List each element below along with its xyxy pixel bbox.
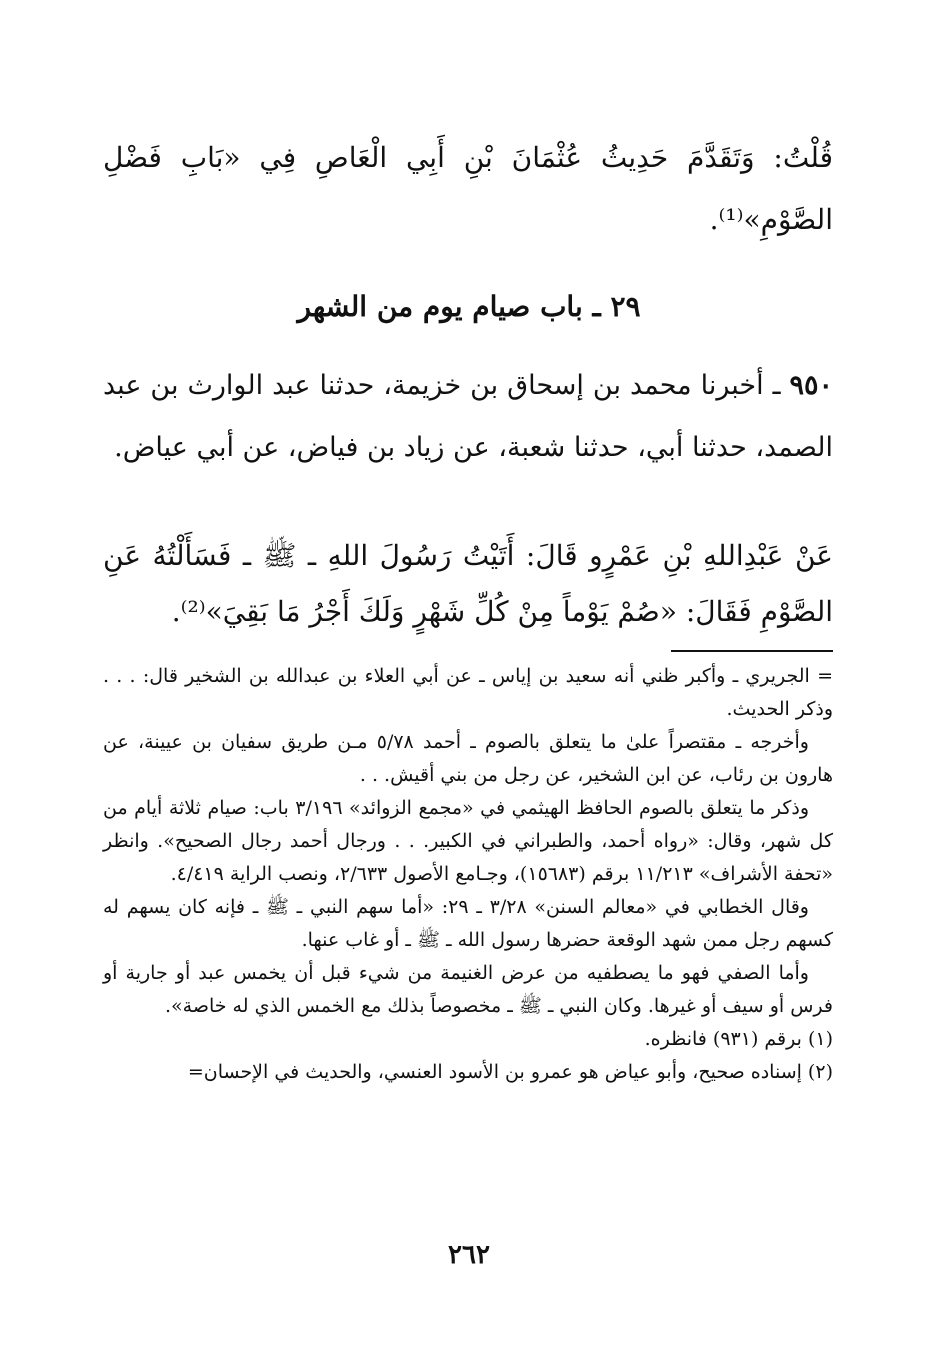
footnotes [103,660,833,1089]
hadith-isnad-text: ـ أخبرنا محمد بن إسحاق بن خزيمة، حدثنا عبد الوارث بن عبد الصمد، حدثنا أبي، حدثنا شعبة، عن زياد بن فياض، عن أبي عياض. [103,370,833,463]
hadith-matn: عَنْ عَبْدِاللهِ بْنِ عَمْرٍو قَالَ: أَتَيْتُ رَسُولَ اللهِ ـ ﷺ ـ فَسَأَلْتُهُ عَنِ الصَّوْمِ فَقَالَ: «صُمْ يَوْماً مِنْ كُلِّ شَهْرٍ وَلَكَ أَجْرُ مَا بَقِيَ»⁽²⁾. [103,539,833,628]
footnote-paragraph: وأخرجه ـ مقتصراً علىٰ ما يتعلق بالصوم ـ أحمد ٥/٧٨ مـن طريق سفيان بن عيينة، عن هارون بن رئاب، عن ابن الشخير، عن رجل من بني أقيش. . . [103,731,833,786]
footnote-paragraph: وذكر ما يتعلق بالصوم الحافظ الهيثمي في «مجمع الزوائد» ٣/١٩٦ باب: صيام ثلاثة أيام من كل شهر، وقال: «رواه أحمد، والطبراني في الكبير. . . ورجال أحمد رجال الصحيح». وانظر «تحفة الأشراف» ١١/٢١٣ برقم (١٥٦٨٣)، وجـامع الأصول ٢/٦٣٣، ونصب الراية ٤/٤١٩. [103,797,833,885]
hadith-isnad [103,355,833,479]
hadith-number: ٩٥٠ [789,370,833,401]
footnote-paragraph: وأما الصفي فهو ما يصطفيه من عرض الغنيمة من شيء قبل أن يخمس عبد أو جارية أو فرس أو سيف أو غيرها. وكان النبي ـ ﷺ ـ مخصوصاً بذلك مع الخمس الذي له خاصة». [103,962,833,1017]
footnote-2: (٢) إسناده صحيح، وأبو عياض هو عمرو بن الأسود العنسي، والحديث في الإحسان= [187,1061,833,1083]
intro-paragraph: قُلْتُ: وَتَقَدَّمَ حَدِيثُ عُثْمَانَ بْنِ أَبِي الْعَاصِ فِي «بَابِ فَضْلِ الصَّوْمِ»⁽¹⁾. [103,141,833,236]
footnote-paragraph: وقال الخطابي في «معالم السنن» ٣/٢٨ ـ ٢٩: «أما سهم النبي ـ ﷺ ـ فإنه كان يسهم له كسهم رجل ممن شهد الوقعة حضرها رسول الله ـ ﷺ ـ أو غاب عنها. [103,896,833,951]
footnote-divider [671,650,833,652]
footnote-1: (١) برقم (٩٣١) فانظره. [644,1028,833,1050]
footnote-continuation: = الجريري ـ وأكبر ظني أنه سعيد بن إياس ـ عن أبي العلاء بن عبدالله بن الشخير قال: . . . وذكر الحديث. [103,665,833,720]
chapter-heading: ٢٩ ـ باب صيام يوم من الشهر [297,290,641,323]
page-number: ٢٦٢ [448,1240,490,1270]
